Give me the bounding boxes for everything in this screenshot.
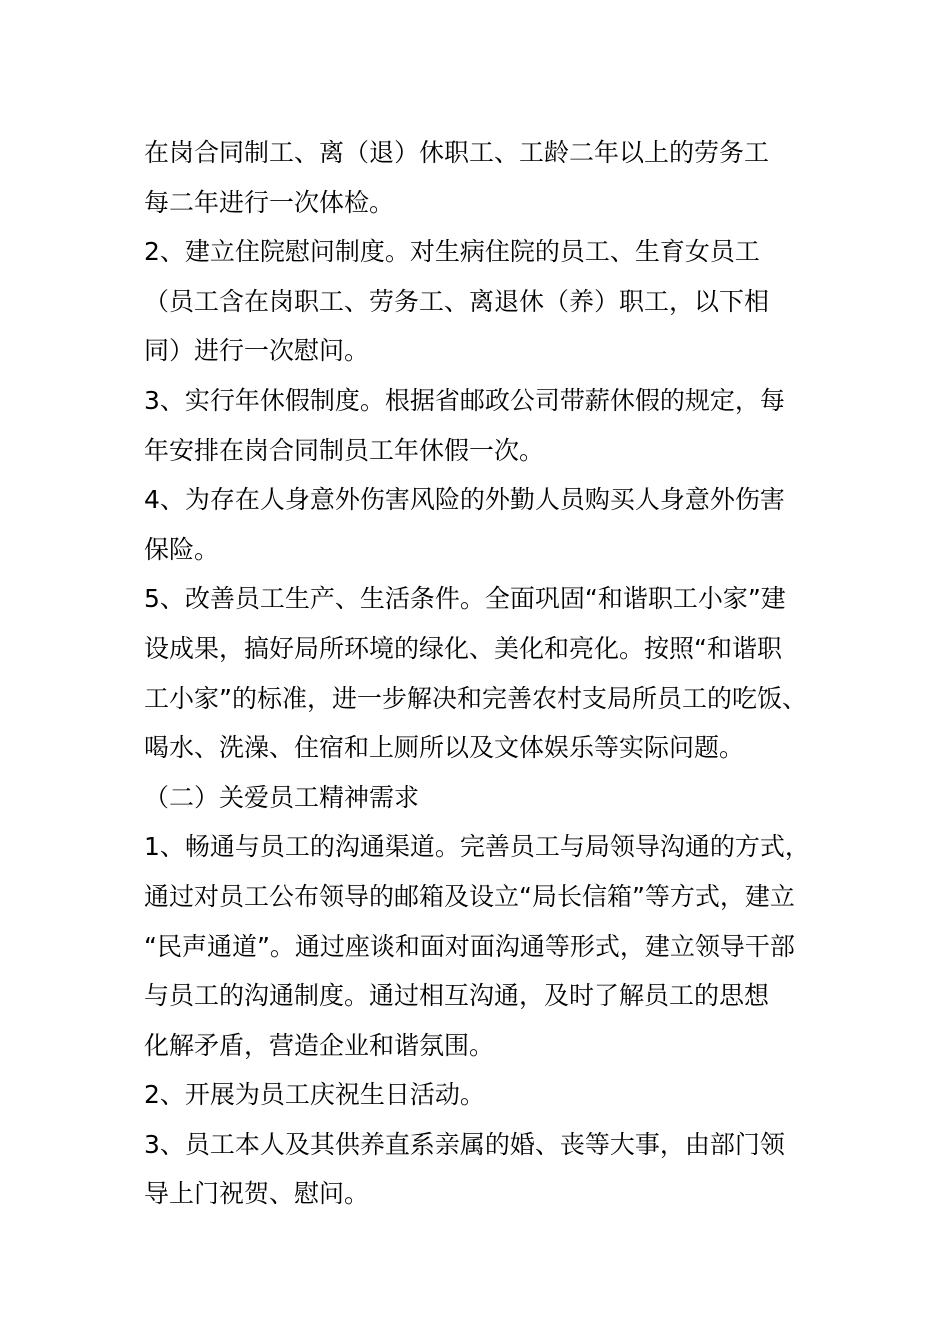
text-line-10: 5、改善员工生产、生活条件。全面巩固“和谐职工小家”建 — [144, 584, 786, 614]
text-line-1: 在岗合同制工、离（退）休职工、工龄二年以上的劳务工 — [144, 138, 770, 167]
text-line-7: 年安排在岗合同制员工年休假一次。 — [144, 435, 545, 465]
document-body — [144, 128, 844, 1219]
text-line-20: 2、开展为员工庆祝生日活动。 — [144, 1080, 485, 1110]
text-line-4: （员工含在岗职工、劳务工、离退休（养）职工，以下相 — [144, 286, 770, 316]
text-line-18: 与员工的沟通制度。通过相互沟通，及时了解员工的思想 — [144, 981, 770, 1011]
text-line-5: 同）进行一次慰问。 — [144, 336, 370, 366]
text-line-19: 化解矛盾，营造企业和谐氛围。 — [144, 1030, 495, 1060]
text-line-9: 保险。 — [144, 534, 220, 564]
section-heading: （二）关爱员工精神需求 — [144, 782, 420, 812]
text-line-3: 2、建立住院慰问制度。对生病住院的员工、生育女员工 — [144, 237, 760, 267]
text-line-16: 通过对员工公布领导的邮箱及设立“局长信箱”等方式，建立 — [144, 881, 795, 911]
text-line-15: 1、畅通与员工的沟通渠道。完善员工与局领导沟通的方式， — [144, 832, 810, 862]
text-line-22: 导上门祝贺、慰问。 — [144, 1179, 370, 1209]
text-line-12: 工小家”的标准，进一步解决和完善农村支局所员工的吃饭、 — [144, 683, 807, 713]
text-line-8: 4、为存在人身意外伤害风险的外勤人员购买人身意外伤害 — [144, 485, 785, 515]
text-line-21: 3、员工本人及其供养直系亲属的婚、丧等大事，由部门领 — [144, 1129, 785, 1159]
text-line-17: “民声通道”。通过座谈和面对面沟通等形式，建立领导干部 — [144, 931, 795, 961]
text-line-13: 喝水、洗澡、住宿和上厕所以及文体娱乐等实际问题。 — [144, 733, 745, 763]
text-line-11: 设成果，搞好局所环境的绿化、美化和亮化。按照“和谐职 — [144, 633, 782, 663]
text-line-2: 每二年进行一次体检。 — [144, 187, 395, 217]
text-line-6: 3、实行年休假制度。根据省邮政公司带薪休假的规定，每 — [144, 385, 785, 415]
